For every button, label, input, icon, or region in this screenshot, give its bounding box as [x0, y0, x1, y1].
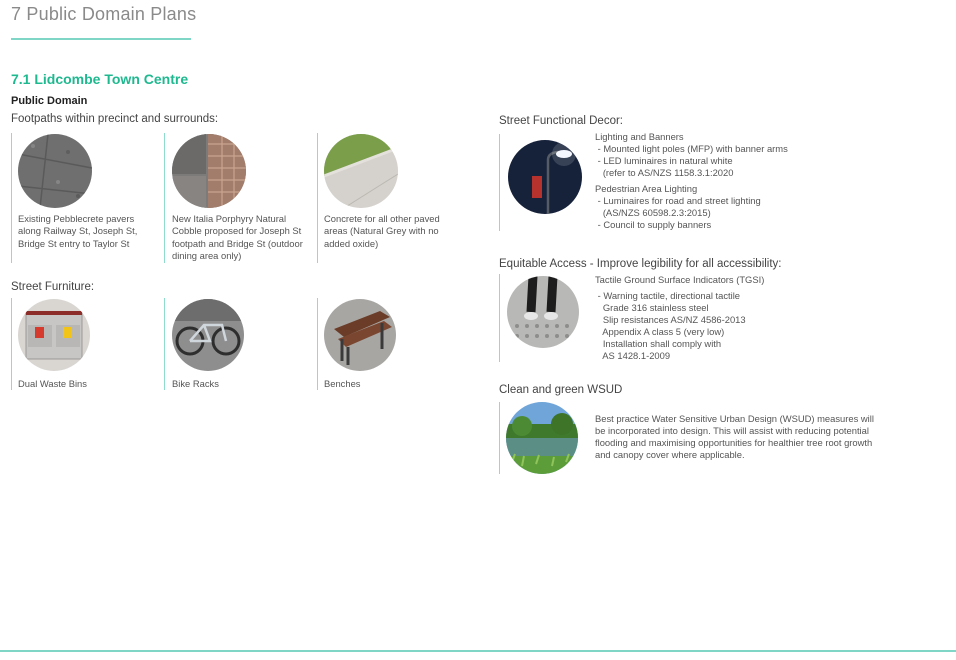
title-underline [11, 38, 191, 40]
footer-rule [0, 650, 956, 652]
wsud-label: Clean and green WSUD [499, 384, 623, 396]
pebblecrete-pavers-photo [18, 134, 92, 208]
divider-line [499, 402, 500, 474]
divider-line [317, 133, 318, 263]
footpath-caption-3: Concrete for all other paved areas (Natural Grey with no added oxide) [324, 213, 440, 249]
tactile-indicator-photo [507, 276, 579, 348]
divider-line [11, 133, 12, 263]
furniture-caption-2: Bike Racks [172, 378, 219, 389]
decor-line-5: Pedestrian Area Lighting [595, 183, 698, 194]
waste-bins-photo [18, 299, 90, 371]
street-light-banner-photo [508, 140, 582, 214]
subheading: Public Domain [11, 95, 88, 107]
section-title: 7.1 Lidcombe Town Centre [11, 71, 189, 87]
concrete-paving-photo [324, 134, 398, 208]
divider-line [499, 274, 500, 362]
decor-line-6: - Luminaires for road and street lighting [595, 195, 761, 206]
wsud-line-3: flooding and maximising opportunities for healthier tree root growth [595, 437, 873, 448]
divider-line [164, 298, 165, 390]
divider-line [499, 134, 500, 231]
decor-line-1: Lighting and Banners [595, 131, 684, 142]
furniture-caption-3: Benches [324, 378, 361, 389]
footpath-caption-2: New Italia Porphyry Natural Cobble proposed for Joseph St footpath and Bridge St (outdoor dining area only) [172, 213, 303, 261]
wetland-photo [506, 402, 578, 474]
page-title: 7 Public Domain Plans [11, 4, 197, 24]
wsud-line-2: be incorporated into design. This will assist with reducing potential [595, 425, 869, 436]
bench-photo [324, 299, 396, 371]
bike-racks-photo [172, 299, 244, 371]
access-line-6: Installation shall comply with [595, 338, 722, 349]
decor-line-8: - Council to supply banners [595, 219, 712, 230]
access-label: Equitable Access - Improve legibility for all accessibility: [499, 258, 782, 270]
divider-line [317, 298, 318, 390]
access-line-5: Appendix A class 5 (very low) [595, 326, 725, 337]
footpaths-label: Footpaths within precinct and surrounds: [11, 113, 219, 125]
porphyry-cobble-photo [172, 134, 246, 208]
divider-line [11, 298, 12, 390]
wsud-line-1: Best practice Water Sensitive Urban Design (WSUD) measures will [595, 413, 874, 424]
footpath-caption-1: Existing Pebblecrete pavers along Railway St, Joseph St, Bridge St entry to Taylor St [18, 213, 138, 249]
access-line-1: Tactile Ground Surface Indicators (TGSI) [595, 274, 765, 285]
decor-line-4: (refer to AS/NZS 1158.3.1:2020 [595, 167, 734, 178]
furniture-caption-1: Dual Waste Bins [18, 378, 87, 389]
decor-line-2: - Mounted light poles (MFP) with banner arms [595, 143, 788, 154]
wsud-line-4: and canopy cover where applicable. [595, 449, 745, 460]
decor-line-7: (AS/NZS 60598.2.3:2015) [595, 207, 711, 218]
access-line-2: - Warning tactile, directional tactile [595, 290, 741, 301]
decor-line-3: - LED luminaires in natural white [595, 155, 733, 166]
access-line-3: Grade 316 stainless steel [595, 302, 709, 313]
access-line-4: Slip resistances AS/NZ 4586-2013 [595, 314, 746, 325]
divider-line [164, 133, 165, 263]
furniture-label: Street Furniture: [11, 281, 95, 293]
access-line-7: AS 1428.1-2009 [595, 350, 671, 361]
decor-label: Street Functional Decor: [499, 115, 624, 127]
